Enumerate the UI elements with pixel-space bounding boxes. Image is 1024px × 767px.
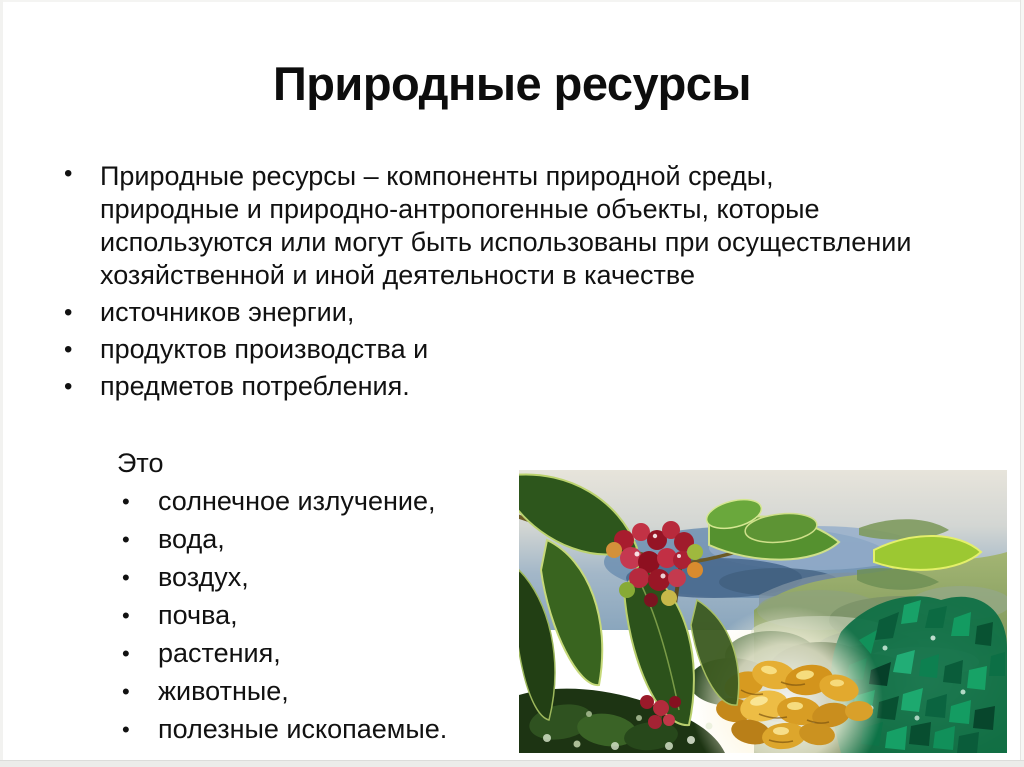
list-item	[110, 634, 530, 672]
list-item-label: почва,	[158, 600, 238, 630]
list-item	[110, 520, 530, 558]
list-item-label: полезные ископаемые.	[158, 714, 448, 744]
examples-list	[110, 482, 530, 748]
bullet-icon: •	[122, 641, 130, 666]
bullet-icon: •	[64, 373, 73, 400]
list-item-label: солнечное излучение,	[158, 486, 436, 516]
list-item-label: предметов потребления.	[100, 371, 410, 401]
list-item	[110, 710, 530, 748]
bullet-icon: •	[64, 299, 73, 326]
list-item	[52, 296, 982, 329]
list-item	[110, 596, 530, 634]
main-bullet-list	[52, 160, 982, 403]
slide-edge-right	[1020, 0, 1024, 767]
bullet-icon: •	[122, 603, 130, 628]
list-item	[110, 672, 530, 710]
list-item-label: вода,	[158, 524, 225, 554]
bullet-icon: •	[122, 565, 130, 590]
list-item	[110, 482, 530, 520]
slide-edge-left	[0, 0, 3, 767]
list-item	[110, 558, 530, 596]
slide-edge-bottom	[0, 760, 1024, 767]
bullet-icon: •	[64, 336, 73, 363]
list-item-label: растения,	[158, 638, 281, 668]
list-item-label: животные,	[158, 676, 289, 706]
bullet-icon: •	[122, 489, 130, 514]
slide-edge-top	[0, 0, 1024, 2]
natural-resources-image	[519, 470, 1007, 753]
definition-line: Природные ресурсы – компоненты природной среды,	[100, 161, 774, 191]
definition-line: используются или могут быть использованы при осуществлении	[100, 227, 912, 257]
definition-lines	[100, 160, 982, 292]
natural-resources-illustration	[519, 470, 1007, 753]
list-item-label: источников энергии,	[100, 297, 355, 327]
definition-line: природные и природно-антропогенные объекты, которые	[100, 194, 820, 224]
list-item-label: продуктов производства и	[100, 334, 429, 364]
definition-line: хозяйственной и иной деятельности в качестве	[100, 260, 695, 290]
bullet-icon: •	[64, 160, 73, 187]
slide-title: Природные ресурсы	[272, 57, 752, 110]
bullet-icon: •	[122, 679, 130, 704]
bullet-icon: •	[122, 527, 130, 552]
list-item	[52, 333, 982, 366]
examples-intro: Это	[117, 448, 164, 478]
list-item	[52, 370, 982, 403]
definition-item	[52, 160, 982, 292]
list-item-label: воздух,	[158, 562, 249, 592]
bullet-icon: •	[122, 717, 130, 742]
resource-roles-list	[52, 296, 982, 403]
